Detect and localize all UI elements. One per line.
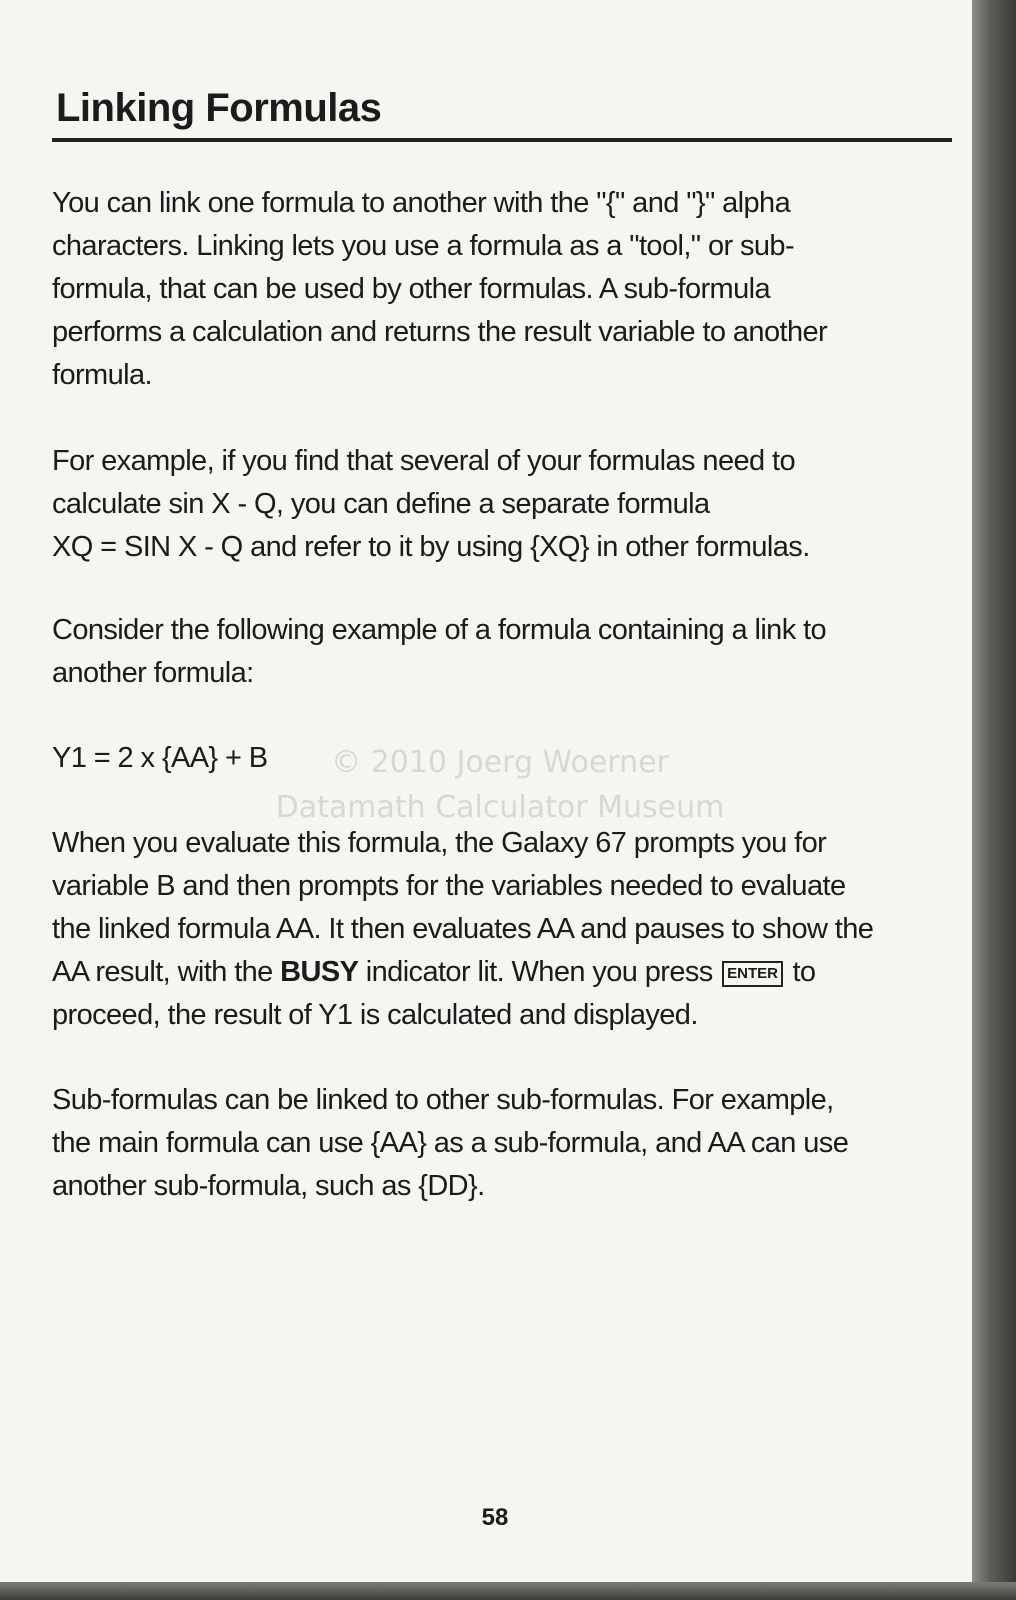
text-line: another formula: xyxy=(52,657,254,689)
text-line: proceed, the result of Y1 is calculated and displayed. xyxy=(52,999,698,1031)
text-fragment: indicator lit. When you press xyxy=(358,956,721,988)
text-fragment: to xyxy=(784,956,816,988)
page-number: 58 xyxy=(481,1504,509,1531)
formula-text: Y1 = 2 x {AA} + B xyxy=(52,742,268,774)
watermark-copyright: © 2010 Joerg Woerner xyxy=(331,745,669,780)
formula-example xyxy=(52,737,952,780)
binding-shadow xyxy=(972,0,1016,1600)
text-line: the linked formula AA. It then evaluates AA and pauses to show the xyxy=(52,913,874,945)
text-line: Consider the following example of a formula containing a link to xyxy=(52,614,827,646)
text-line: XQ = SIN X - Q and refer to it by using {XQ} in other formulas. xyxy=(52,531,810,563)
paragraph-consider xyxy=(52,609,952,695)
text-line: formula. xyxy=(52,359,152,391)
paragraph-intro xyxy=(52,182,952,397)
text-line: another sub-formula, such as {DD}. xyxy=(52,1170,485,1202)
heading-rule xyxy=(52,138,952,142)
text-line: the main formula can use {AA} as a sub-formula, and AA can use xyxy=(52,1127,849,1159)
watermark-museum: Datamath Calculator Museum xyxy=(275,790,725,825)
text-line: characters. Linking lets you use a formula as a "tool," or sub- xyxy=(52,230,795,262)
text-line: Sub-formulas can be linked to other sub-formulas. For example, xyxy=(52,1084,834,1116)
busy-indicator-label: BUSY xyxy=(280,956,359,988)
paragraph-sub-formulas xyxy=(52,1079,952,1208)
text-line: performs a calculation and returns the result variable to another xyxy=(52,316,828,348)
text-line: When you evaluate this formula, the Galaxy 67 prompts you for xyxy=(52,827,827,859)
text-line: variable B and then prompts for the variables needed to evaluate xyxy=(52,870,846,902)
text-fragment: AA result, with the xyxy=(52,956,281,988)
page-heading: Linking Formulas xyxy=(56,86,382,130)
text-line: You can link one formula to another with the "{" and "}" alpha xyxy=(52,187,791,219)
paragraph-example xyxy=(52,440,952,569)
page-content xyxy=(52,84,952,1208)
paragraph-evaluate xyxy=(52,822,952,1037)
text-line: formula, that can be used by other formulas. A sub-formula xyxy=(52,273,770,305)
text-line: For example, if you find that several of your formulas need to xyxy=(52,445,795,477)
text-line: calculate sin X - Q, you can define a separate formula xyxy=(52,488,710,520)
bottom-edge-shadow xyxy=(0,1582,1016,1600)
enter-key-icon: ENTER xyxy=(722,961,783,987)
text-line xyxy=(52,951,952,994)
